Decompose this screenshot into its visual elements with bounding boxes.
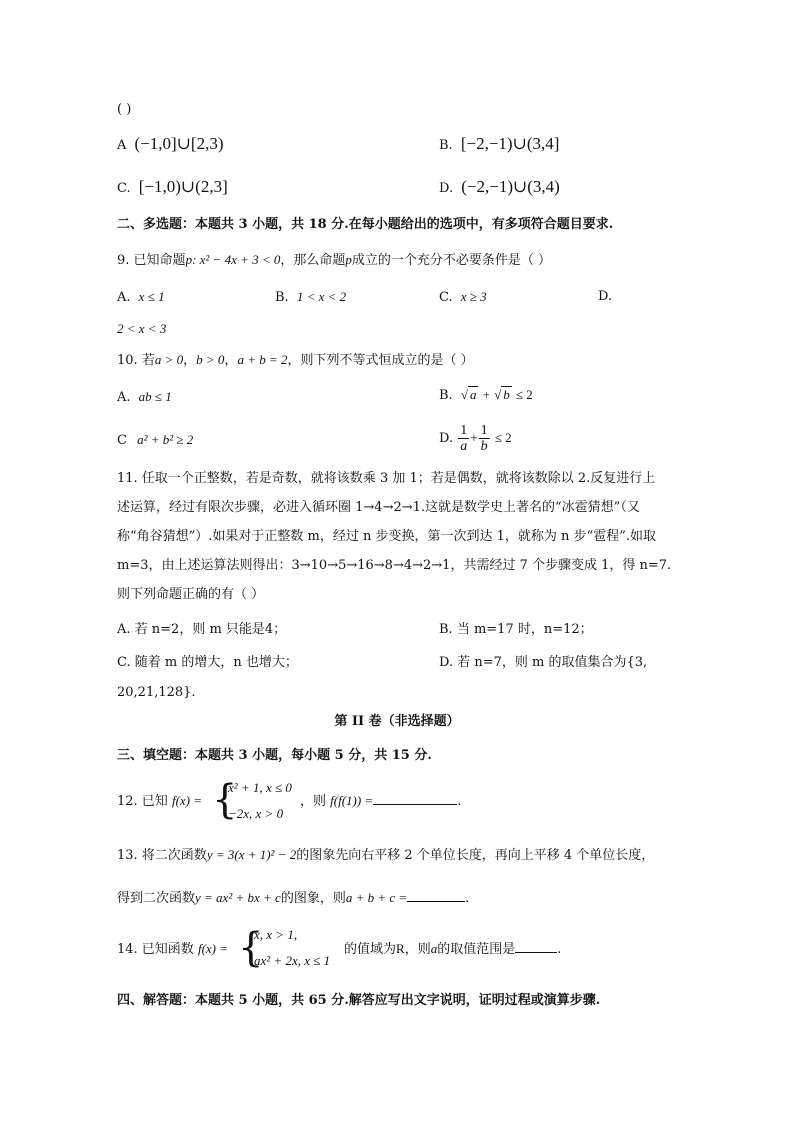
option-math: ≤ 2 <box>515 387 533 402</box>
q14-suffix <box>344 940 561 959</box>
option-label: D. <box>439 181 454 196</box>
stem-text: 13. 将二次函数 <box>117 848 207 863</box>
piecewise-case-2: −2x, x > 0 <box>228 806 284 821</box>
stem-math: a <box>430 941 438 956</box>
stem-math: f(x) = <box>171 793 203 808</box>
stem-text: 得到二次函数 <box>117 891 196 906</box>
left-brace: { <box>238 925 264 971</box>
q11-option-b: B. 当 m=17 时，n=12； <box>439 622 593 637</box>
q8-option-a <box>117 135 224 155</box>
stem-text: 12. 已知 <box>117 794 168 809</box>
stem-math: p <box>185 252 193 267</box>
q14-prefix <box>117 940 228 959</box>
q9-option-a <box>117 288 165 307</box>
option-label: C <box>117 433 127 448</box>
option-label: B. <box>439 388 453 403</box>
stem-text: ，那么命题 <box>280 253 346 268</box>
q11-line-3: 称“角谷猜想”）.如果对于正整数 m，经过 n 步变换，第一次到达 1，就称为 n 步“雹程”.如取 <box>117 529 656 544</box>
answer-blank[interactable] <box>373 792 457 805</box>
fraction-1-over-b <box>479 423 490 454</box>
stem-text: 若 <box>141 353 155 368</box>
section-heading-multiple-choice: 二、多选题：本题共 3 小题，共 18 分.在每小题给出的选项中，有多项符合题目要求. <box>117 217 614 232</box>
part-title: 第 II 卷（非选择题） <box>334 714 460 729</box>
q9-option-b <box>275 288 346 307</box>
q10-option-b: B. √ a + √ b ≤ 2 <box>439 387 533 403</box>
option-math: 1 < x < 2 <box>296 289 347 304</box>
stem-math: R <box>396 941 405 956</box>
option-math: (−1,0]∪[2,3) <box>134 134 224 153</box>
stem-math: p <box>345 252 352 267</box>
answer-blank[interactable] <box>407 889 465 902</box>
numerator: 1 <box>480 423 488 438</box>
q9-option-d-label: D. <box>598 289 613 304</box>
radicand: a <box>469 387 477 402</box>
stem-math: a + b + c = <box>345 890 408 905</box>
fraction-1-over-a <box>458 423 469 454</box>
stem-math: f(x) = <box>197 941 229 956</box>
q8-option-d <box>439 178 560 198</box>
stem-text: ，则 <box>404 942 431 957</box>
q11-option-d-continued: 20,21,128}. <box>117 685 196 700</box>
option-label: C. <box>439 290 453 305</box>
q11-line-5: 则下列命题正确的有（ ） <box>117 587 265 602</box>
q10-stem: 10. 若a > 0，b > 0，a + b = 2，则下列不等式恒成立的是（ ） <box>117 352 474 368</box>
q13-line-2 <box>117 889 469 908</box>
q9-option-c <box>439 288 487 307</box>
option-math: [−2,−1)∪(3,4] <box>460 134 560 153</box>
q8-option-c <box>117 178 228 198</box>
question-number: 10. <box>117 353 138 368</box>
denominator: a <box>460 439 468 454</box>
stem-text: 的取值范围是 <box>437 942 516 957</box>
sqrt-a: √ a <box>460 387 477 402</box>
option-label: C. <box>117 181 131 196</box>
stem-text: 的图象先向右平移 2 个单位长度，再向上平移 4 个单位长度， <box>296 848 655 863</box>
option-label: D. <box>439 431 454 446</box>
q10-option-c <box>117 431 193 450</box>
option-label: A. <box>117 290 131 305</box>
option-label: B. <box>275 290 289 305</box>
option-label: B. <box>439 138 453 153</box>
stem-text: . <box>465 891 470 906</box>
option-math: [−1,0)∪(2,3] <box>138 177 228 196</box>
stem-math: y = ax² + bx + c <box>195 890 281 905</box>
q8-option-b <box>439 135 559 155</box>
q10-option-d: D. $\frac{1}{a}$ + $\frac{1}{b}$ ≤ 2 <box>439 423 512 454</box>
section-heading-solutions: 四、解答题：本题共 5 小题，共 65 分.解答应写出文字说明，证明过程或演算步骤. <box>117 993 601 1008</box>
q13-line-1 <box>117 846 654 865</box>
q11-line-2: 述运算，经过有限次步骤，必进入循环圈 1→4→2→1.这就是数学史上著名的“冰雹猜想”（又 <box>117 500 640 515</box>
stem-text: ，则 <box>300 794 327 809</box>
stem-math: y = 3(x + 1)² − 2 <box>206 847 297 862</box>
option-math: x ≥ 3 <box>460 289 487 304</box>
sqrt-b: √ b <box>494 387 510 402</box>
q10-option-a <box>117 388 172 407</box>
stem-text: ，则下列不等式恒成立的是（ ） <box>287 353 474 368</box>
option-math: a² + b² ≥ 2 <box>137 432 194 447</box>
piecewise-case-1: x² + 1, x ≤ 0 <box>228 780 292 795</box>
option-math: x ≤ 1 <box>138 289 165 304</box>
q11-line-4: m=3，由上述运算法则得出：3→10→5→16→8→4→2→1，共需经过 7 个步骤变成 1，得 n=7. <box>117 558 672 573</box>
stem-text: 14. 已知函数 <box>117 942 194 957</box>
q8-paren: ( ) <box>117 102 132 117</box>
stem-text: 成立的一个充分不必要条件是（ ） <box>351 253 552 268</box>
piecewise-case-1: x, x > 1, <box>254 927 298 942</box>
option-math: ab ≤ 1 <box>138 389 172 404</box>
q11-option-d: D. 若 n=7，则 m 的取值集合为{3, <box>439 655 648 670</box>
option-math: (−2,−1)∪(3,4) <box>461 177 560 196</box>
stem-text: . <box>557 942 562 957</box>
stem-math: a + b = 2 <box>237 352 288 367</box>
answer-blank[interactable] <box>515 940 557 953</box>
numerator: 1 <box>460 423 468 438</box>
stem-text: 的图象，则 <box>280 891 346 906</box>
q11-option-c: C. 随着 m 的增大，n 也增大； <box>117 655 298 670</box>
piecewise-case-2: ax² + 2x, x ≤ 1 <box>254 953 331 968</box>
stem-math: f(f(1)) = <box>330 793 374 808</box>
stem-text: . <box>457 794 462 809</box>
option-label: A <box>117 138 127 153</box>
stem-text: 已知命题 <box>133 253 186 268</box>
denominator: b <box>480 439 488 454</box>
option-math: ≤ 2 <box>494 430 512 445</box>
q9-stem <box>117 251 551 270</box>
stem-math: : x² − 4x + 3 < 0 <box>192 252 281 267</box>
radicand: b <box>503 387 510 402</box>
left-brace: { <box>212 777 238 823</box>
option-label: A. <box>117 390 131 405</box>
section-heading-fill-in: 三、填空题：本题共 3 小题，每小题 5 分，共 15 分. <box>117 748 432 763</box>
q11-line-1: 11. 任取一个正整数，若是奇数，就将该数乘 3 加 1；若是偶数，就将该数除以 2.反复进行上 <box>117 471 656 486</box>
stem-text: 的值域为 <box>344 942 397 957</box>
stem-math: b > 0 <box>196 352 225 367</box>
question-number: 9. <box>117 253 130 268</box>
q12-prefix <box>117 792 202 811</box>
stem-math: a > 0 <box>154 352 184 367</box>
q9-option-d-math: 2 < x < 3 <box>117 321 167 336</box>
q12-suffix <box>300 792 461 811</box>
q11-option-a: A. 若 n=2，则 m 只能是4； <box>117 622 287 637</box>
